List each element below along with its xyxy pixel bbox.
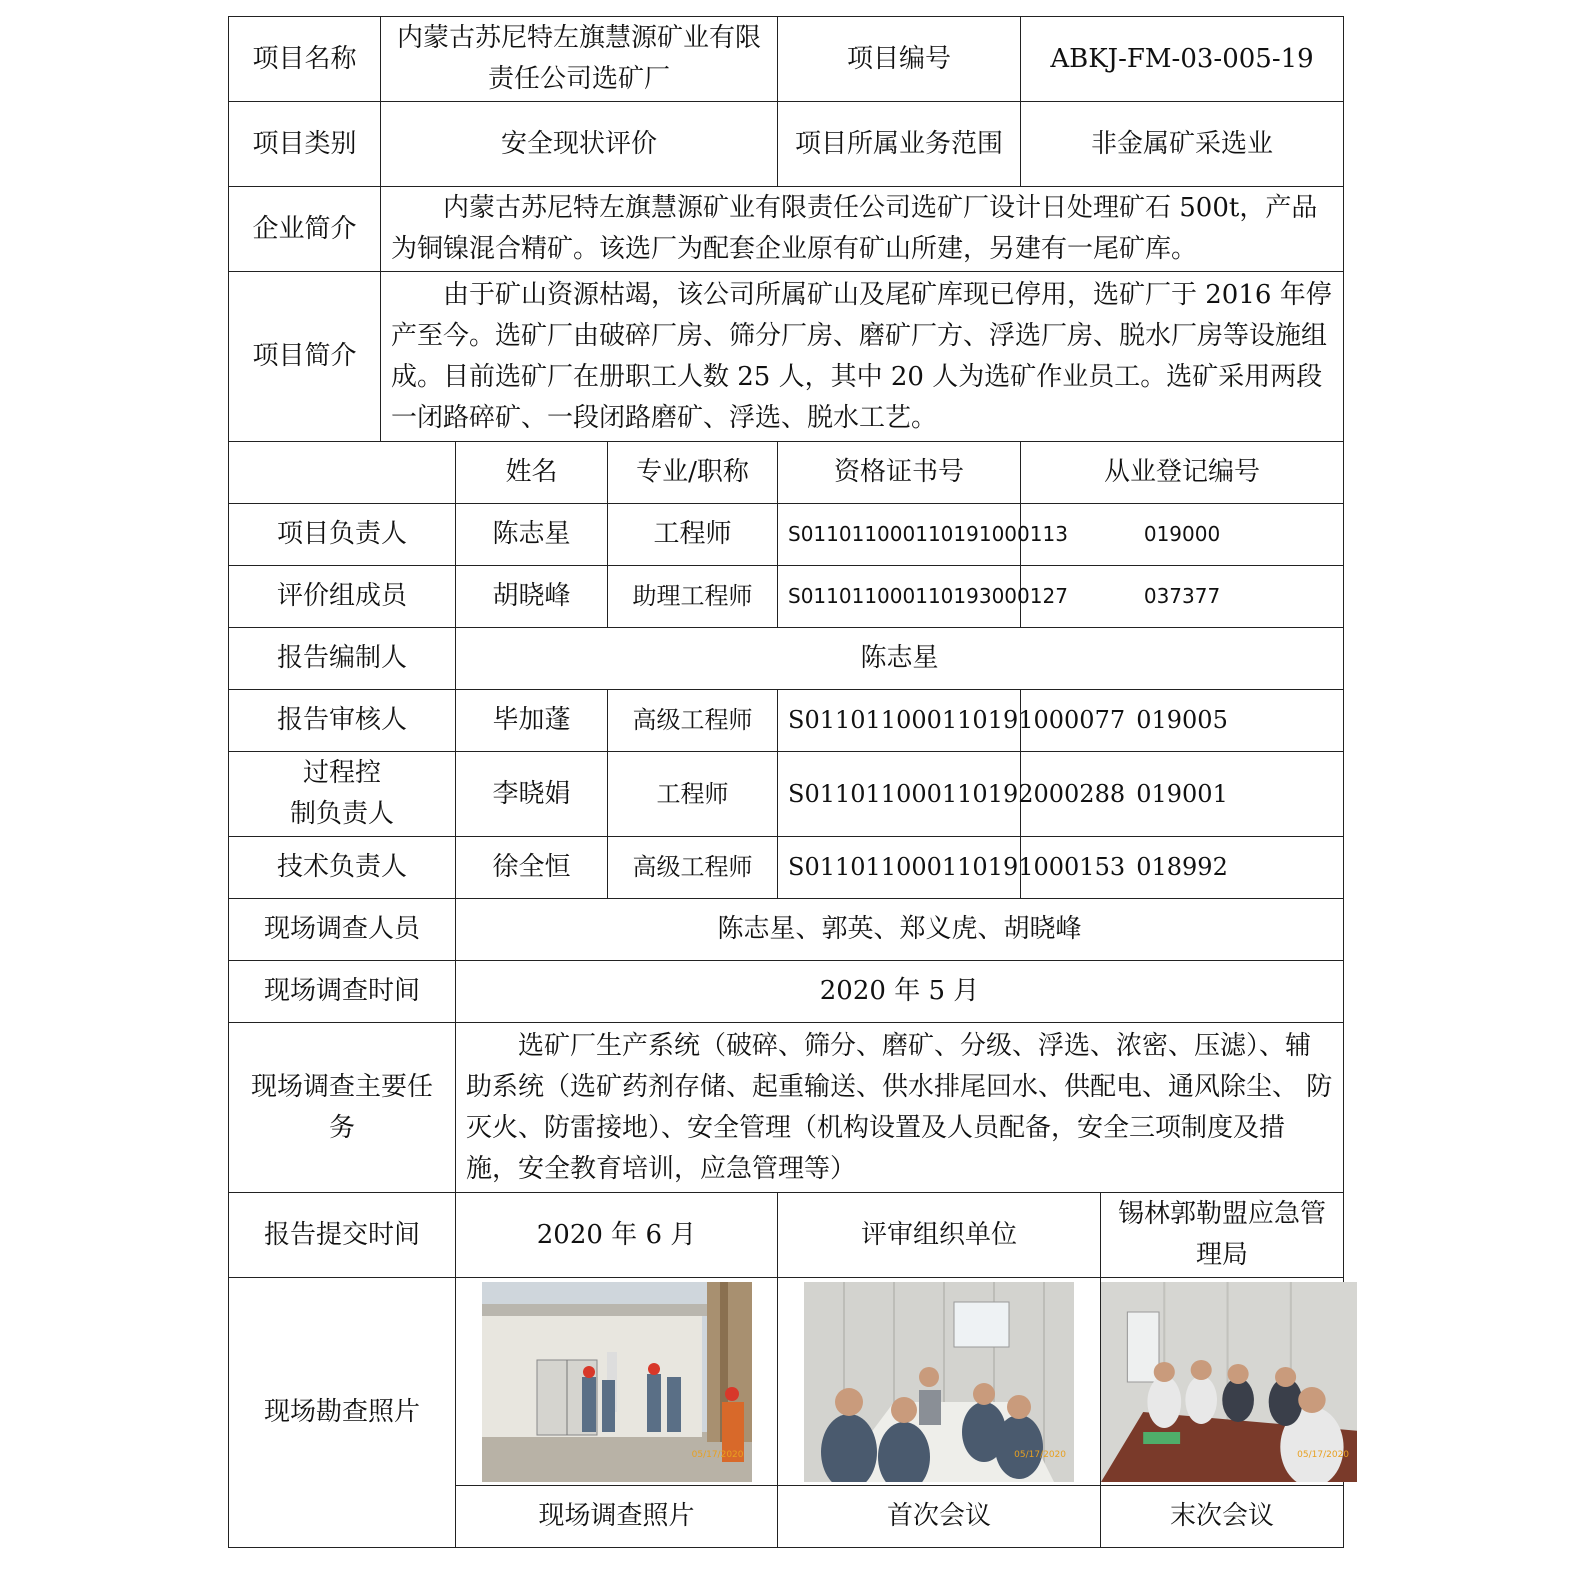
staff-header-title: 专业/职称 xyxy=(608,442,778,504)
survey-tasks-text: 选矿厂生产系统（破碎、筛分、磨矿、分级、浮选、浓密、压滤）、辅助系统（选矿药剂存储、起重输送、供水排尾回水、供配电、通风除尘、 防灭火、防雷接地）、安全管理（机构设置及人员配备，安全三项制度及措施，安全教育培训，应急管理等） xyxy=(456,1023,1344,1193)
photo-date-stamp: 05/17/2020 xyxy=(1297,1449,1350,1460)
staff-header-cert: 资格证书号 xyxy=(778,442,1021,504)
table-row xyxy=(229,504,1344,566)
project-number-value: ABKJ-FM-03-005-19 xyxy=(1021,17,1344,102)
table-row xyxy=(229,752,1344,837)
survey-time-label: 现场调查时间 xyxy=(229,961,456,1023)
project-category-value: 安全现状评价 xyxy=(381,102,778,187)
photo-caption: 现场调查照片 xyxy=(456,1486,778,1548)
staff-reg: 037377 xyxy=(1021,566,1344,628)
report-submit-label: 报告提交时间 xyxy=(229,1193,456,1278)
staff-header-reg: 从业登记编号 xyxy=(1021,442,1344,504)
staff-reg: 019000 xyxy=(1021,504,1344,566)
staff-name: 徐全恒 xyxy=(456,837,608,899)
staff-name: 陈志星 xyxy=(456,504,608,566)
staff-header-name: 姓名 xyxy=(456,442,608,504)
survey-people-label: 现场调查人员 xyxy=(229,899,456,961)
photo-cell xyxy=(1101,1278,1350,1486)
table-row xyxy=(229,690,1344,752)
table-row xyxy=(229,837,1344,899)
staff-cert: S011011000110193000127 xyxy=(778,566,1021,628)
staff-title: 工程师 xyxy=(608,752,778,837)
photos-label: 现场勘查照片 xyxy=(229,1278,456,1548)
staff-cert: S011011000110191000077 xyxy=(778,690,1021,752)
staff-name: 陈志星 xyxy=(456,628,1344,690)
project-scope-label: 项目所属业务范围 xyxy=(778,102,1021,187)
staff-role: 技术负责人 xyxy=(229,837,456,899)
staff-cert: S011011000110192000288 xyxy=(778,752,1021,837)
photo-caption: 首次会议 xyxy=(778,1486,1101,1548)
table-row xyxy=(229,628,1344,690)
photo-date-stamp: 05/17/2020 xyxy=(691,1449,744,1460)
survey-time-value: 2020 年 5 月 xyxy=(456,961,1344,1023)
staff-reg: 019001 xyxy=(1021,752,1344,837)
photo-date-stamp: 05/17/2020 xyxy=(1014,1449,1067,1460)
staff-name: 李晓娟 xyxy=(456,752,608,837)
staff-title: 高级工程师 xyxy=(608,837,778,899)
photo-cell xyxy=(778,1278,1101,1486)
project-name-value: 内蒙古苏尼特左旗慧源矿业有限责任公司选矿厂 xyxy=(381,17,778,102)
photo-cell xyxy=(456,1278,778,1486)
staff-role xyxy=(229,752,456,837)
staff-reg: 018992 xyxy=(1021,837,1344,899)
survey-people-value: 陈志星、郭英、郑义虎、胡晓峰 xyxy=(456,899,1344,961)
site-survey-photo xyxy=(482,1282,752,1482)
staff-title: 助理工程师 xyxy=(608,566,778,628)
first-meeting-photo xyxy=(804,1282,1074,1482)
company-intro-text: 内蒙古苏尼特左旗慧源矿业有限责任公司选矿厂设计日处理矿石 500t，产品为铜镍混合精矿。该选厂为配套企业原有矿山所建，另建有一尾矿库。 xyxy=(381,187,1344,272)
company-intro-label: 企业简介 xyxy=(229,187,381,272)
staff-role: 评价组成员 xyxy=(229,566,456,628)
project-intro-label: 项目简介 xyxy=(229,272,381,442)
staff-role-line1: 过程控 xyxy=(302,758,381,788)
report-org-value: 锡林郭勒盟应急管理局 xyxy=(1101,1193,1344,1278)
staff-title: 高级工程师 xyxy=(608,690,778,752)
project-scope-value: 非金属矿采选业 xyxy=(1021,102,1344,187)
project-number-label: 项目编号 xyxy=(778,17,1021,102)
report-org-label: 评审组织单位 xyxy=(778,1193,1101,1278)
staff-role-line2: 制负责人 xyxy=(289,799,394,829)
project-category-label: 项目类别 xyxy=(229,102,381,187)
project-intro-text: 由于矿山资源枯竭，该公司所属矿山及尾矿库现已停用，选矿厂于 2016 年停产至今。选矿厂由破碎厂房、筛分厂房、磨矿厂方、浮选厂房、脱水厂房等设施组成。目前选矿厂在册职工人数 25 人，其中 20 人为选矿作业员工。选矿采用两段一闭路碎矿、一段闭路磨矿、浮选、脱水工艺。 xyxy=(381,272,1344,442)
staff-role: 报告审核人 xyxy=(229,690,456,752)
staff-role: 报告编制人 xyxy=(229,628,456,690)
staff-cert: S011011000110191000113 xyxy=(778,504,1021,566)
staff-name: 毕加蓬 xyxy=(456,690,608,752)
project-name-label: 项目名称 xyxy=(229,17,381,102)
staff-cert: S011011000110191000153 xyxy=(778,837,1021,899)
staff-header-blank xyxy=(229,442,456,504)
staff-reg: 019005 xyxy=(1021,690,1344,752)
table-row xyxy=(229,566,1344,628)
project-info-table xyxy=(228,16,1350,1548)
photo-caption: 末次会议 xyxy=(1101,1486,1344,1548)
staff-name: 胡晓峰 xyxy=(456,566,608,628)
staff-title: 工程师 xyxy=(608,504,778,566)
report-submit-value: 2020 年 6 月 xyxy=(456,1193,778,1278)
staff-role: 项目负责人 xyxy=(229,504,456,566)
closing-meeting-photo xyxy=(1101,1282,1357,1482)
survey-tasks-label: 现场调查主要任务 xyxy=(229,1023,456,1193)
